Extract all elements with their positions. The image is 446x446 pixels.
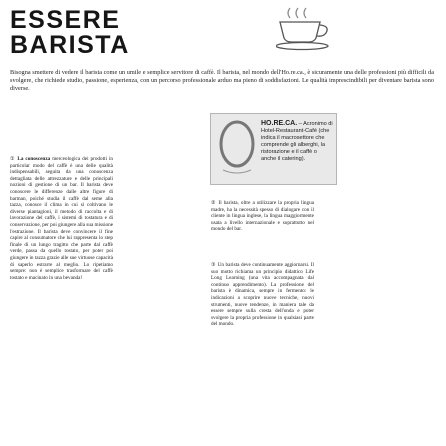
title-line-1: ESSERE xyxy=(10,6,121,34)
body-text: merceologica dei prodotti in particolar modo del caffè è una delle qualità indispensabili, seguita da una conoscenza dettagliata delle attrezzature e delle principali nozioni di gestione di un bar. Il barista deve conoscere le differenze dalle altre figure di barman, poiché studia il caffè dal seme alla tazza, conosce il clima in cui si coltivano le diverse piantagioni, il metodo di raccolta e di lavorazione del caffè, i sistemi di tostatura e di conservazione, per poi giungere alla sua missione l'estrazione. Il barista deve convincere il fine capire al consumatore che lui rappresenta lo step finale di un lungo tragitto che parte dal caffè verde, passa da quello tostato, per poter poi giungere in tazza grazie alle sue virtuose capacità di saperlo estrarre al meglio. Lo ripetiamo sempre: non è semplice trasformare del caffè tostato e macinato in una bevanda! xyxy=(10,156,113,281)
title-line-2: BARISTA xyxy=(10,31,130,59)
coffee-cup-icon xyxy=(276,4,336,52)
body-text: Il barista, oltre a utilizzare la propria lingua madre, ha la necessità spesso di dialogare con il cliente in lingua inglese, la lingua maggiormente usata a livello internazionale e soprattutto nel mondo del bar. xyxy=(211,200,314,233)
glossary-text: Acronimo di Hotel-Restaurant-Café (che indica il macrosettore che comprende gli alberghi, la ristorazione e il caffè o anche il catering). xyxy=(261,121,333,162)
glossary-box xyxy=(210,113,337,185)
column-right-paragraph-1 xyxy=(211,200,314,233)
glossary-definition xyxy=(261,120,333,163)
number-marker: ② xyxy=(211,200,219,206)
intro-paragraph: Bisogna smettere di vedere il barista come un umile e semplice servitore di caffè. Il barista, nel mondo dell'Ho.re.ca., è sicuramente una delle professioni più difficili da svolgere, che richiede studio, passione, esperienza, con un percorso professionale arduo ma pieno di soddisfazioni. Le qualità imprescindibili per diventare barista sono diverse. xyxy=(10,69,434,92)
number-marker: ① xyxy=(10,156,18,162)
body-text: Un barista deve continuamente aggiornarsi. Il suo motto richiama un principio didattico Life Long Learning (una vita accompagnata dal continuo apprendimento). La professione del barista è dinamica, sempre in fermento: le indicazioni a scoprire nuove tecniche, nuovi strumenti, nuove tendenze, in maniera tale da essere sempre sulla cresta dell'onda e poter svolgere la propria professione in qualsiasi parte del mondo. xyxy=(211,262,314,328)
number-marker: ③ xyxy=(211,262,218,268)
column-right-paragraph-2 xyxy=(211,262,314,328)
drop-cap-o xyxy=(217,118,257,178)
lead-text: La conoscenza xyxy=(17,156,51,162)
glossary-dash: – xyxy=(298,121,302,127)
glossary-term: HO.RE.CA. xyxy=(261,120,298,127)
column-left-paragraph xyxy=(10,156,113,440)
